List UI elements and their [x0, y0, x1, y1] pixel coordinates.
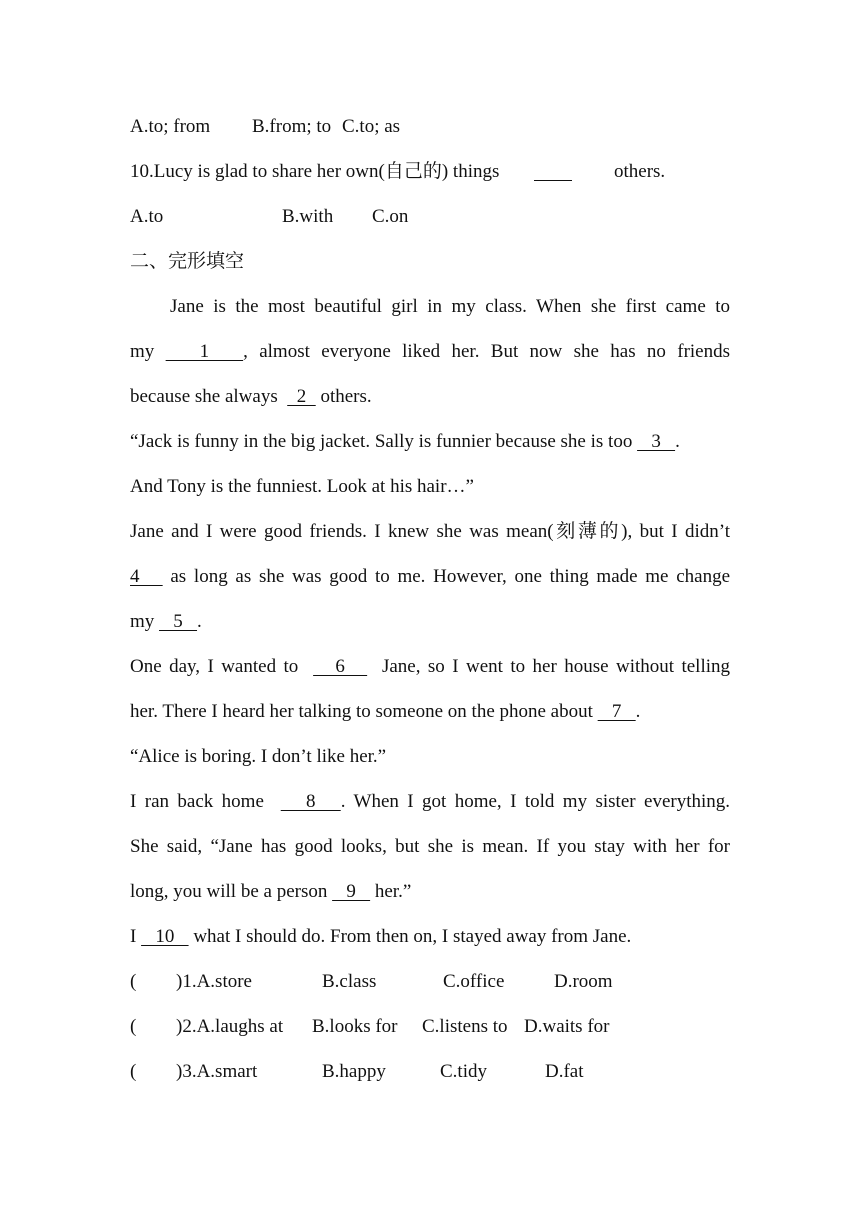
- passage-text: as long as she was good to me. However, one thing made me change: [170, 566, 731, 587]
- choice-option-d: D.room: [554, 971, 613, 992]
- q10-tail: others.: [614, 161, 666, 182]
- passage-line-5: And Tony is the funniest. Look at his hair…”: [130, 476, 474, 497]
- choice-row-2: [130, 1012, 730, 1042]
- passage-text: long, you will be a person: [130, 881, 333, 902]
- choice-option-c: C.tidy: [440, 1061, 487, 1082]
- choice-option-a: )3.A.smart: [176, 1061, 258, 1082]
- q10-question: [130, 157, 730, 187]
- blank-10: 10: [141, 926, 189, 947]
- passage-text: . When I got home, I told my sister everything.: [340, 791, 731, 812]
- blank-8: 8: [280, 791, 341, 812]
- passage-text: her. There I heard her talking to someone on the phone about: [130, 701, 598, 722]
- q9-options-line: [130, 112, 730, 142]
- passage-line-9: [130, 652, 730, 682]
- choice-option-a: )1.A.store: [176, 971, 252, 992]
- q10-stem: 10.Lucy is glad to share her own(自己的) things: [130, 161, 500, 182]
- passage-line-12: [130, 787, 730, 817]
- passage-text: .: [635, 701, 641, 722]
- blank-5: 5: [159, 611, 198, 632]
- choice-option-b: B.looks for: [312, 1016, 398, 1037]
- passage-line-1: Jane is the most beautiful girl in my class. When she first came to: [170, 296, 730, 317]
- blank-9: 9: [332, 881, 371, 902]
- passage-line-7: [130, 562, 730, 592]
- choice-row-3: [130, 1057, 730, 1087]
- passage-line-6: Jane and I were good friends. I knew she was mean(刻薄的), but I didn’t: [130, 521, 730, 542]
- blank-3: 3: [637, 431, 676, 452]
- passage-line-13: She said, “Jane has good looks, but she is mean. If you stay with her for: [130, 836, 730, 857]
- passage-text: , almost everyone liked her. But now she has no friends: [243, 341, 731, 362]
- passage-text: One day, I wanted to: [130, 656, 306, 677]
- passage-text: because she always: [130, 386, 283, 407]
- passage-text: I: [130, 926, 142, 947]
- passage-text: .: [675, 431, 680, 452]
- q10-option-b: B.with: [282, 206, 334, 227]
- q10-option-c: C.on: [372, 206, 409, 227]
- passage-line-10: [130, 697, 730, 727]
- passage-line-4: [130, 427, 730, 457]
- passage-text: I ran back home: [130, 791, 273, 812]
- passage-line-2: [130, 337, 730, 367]
- choice-option-c: C.office: [443, 971, 505, 992]
- passage-text: my: [130, 611, 160, 632]
- blank-1: 1: [165, 341, 244, 362]
- passage-text: her.”: [370, 881, 412, 902]
- passage-text: Jane, so I went to her house without telling: [374, 656, 730, 677]
- choice-option-b: B.happy: [322, 1061, 386, 1082]
- passage-text: others.: [315, 386, 372, 407]
- q9-option-c: C.to; as: [342, 116, 401, 137]
- choice-option-a: )2.A.laughs at: [176, 1016, 284, 1037]
- q9-option-a: A.to; from: [130, 116, 211, 137]
- passage-line-8: [130, 607, 730, 637]
- passage-text: “Jack is funny in the big jacket. Sally is funnier because she is too: [130, 431, 638, 452]
- passage-text: my: [130, 341, 155, 362]
- q10-blank: [534, 157, 572, 187]
- passage-line-15: [130, 922, 730, 952]
- answer-paren[interactable]: (: [130, 1016, 137, 1037]
- passage-line-14: [130, 877, 730, 907]
- section-heading: 二、完形填空: [130, 251, 245, 272]
- answer-paren[interactable]: (: [130, 1061, 137, 1082]
- blank-7: 7: [597, 701, 636, 722]
- choice-option-c: C.listens to: [422, 1016, 508, 1037]
- choice-option-d: D.waits for: [524, 1016, 610, 1037]
- answer-paren[interactable]: (: [130, 971, 137, 992]
- blank-2: 2: [287, 386, 316, 407]
- q9-option-b: B.from; to: [252, 116, 332, 137]
- passage-text: what I should do. From then on, I stayed away from Jane.: [188, 926, 632, 947]
- choice-option-d: D.fat: [545, 1061, 584, 1082]
- passage-line-11: “Alice is boring. I don’t like her.”: [130, 746, 387, 767]
- passage-line-3: [130, 382, 730, 412]
- blank-6: 6: [313, 656, 368, 677]
- q10-option-a: A.to: [130, 206, 164, 227]
- q10-options-line: [130, 202, 730, 232]
- choice-row-1: [130, 967, 730, 997]
- passage-text: .: [197, 611, 202, 632]
- blank-4: 4: [130, 566, 163, 587]
- choice-option-b: B.class: [322, 971, 377, 992]
